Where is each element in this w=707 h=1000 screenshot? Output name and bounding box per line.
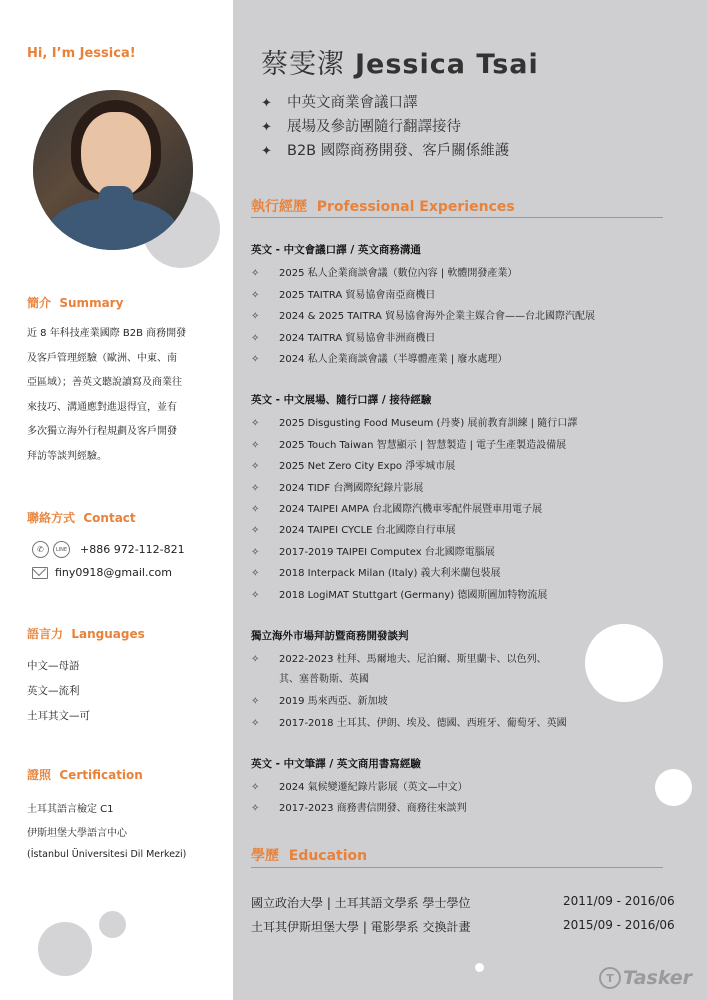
decor-circle bbox=[585, 624, 663, 702]
list-item: ✧ 2018 Interpack Milan (Italy) 義大利米蘭包裝展 bbox=[251, 568, 501, 579]
cert-item: 土耳其語言檢定 C1 bbox=[27, 804, 114, 815]
education-item: 土耳其伊斯坦堡大學 | 電影學系 交換計畫 bbox=[251, 920, 471, 934]
phone-icon: ✆ bbox=[32, 541, 49, 558]
summary-text: 近 8 年科技產業國際 B2B 商務開發 及客戶管理經驗（歐洲、中東、南 亞區域）；善英文聽說讀寫及商業往 來技巧、溝通應對進退得宜，並有 多次獨立海外行程規劃及客戶開發 拜訪等談判經驗。 bbox=[27, 328, 187, 462]
tagline: ✦ 展場及參訪團隨行翻譯接待 bbox=[261, 119, 461, 135]
certification-title: 證照 Certification bbox=[27, 768, 143, 782]
full-name bbox=[261, 42, 539, 81]
star-icon: ✦ bbox=[261, 144, 272, 159]
education-item: 國立政治大學 | 土耳其語文學系 學士學位 bbox=[251, 896, 471, 910]
list-item: ✧ 2024 TAIPEI AMPA 台北國際汽機車零配件展暨車用電子展 bbox=[251, 504, 543, 515]
education-title: 學歷 Education bbox=[251, 848, 368, 864]
contact-title: 聯絡方式 Contact bbox=[27, 511, 136, 525]
decor-circle bbox=[99, 911, 126, 938]
logo-text: Tasker bbox=[623, 967, 693, 989]
list-item: ✧ 2025 TAITRA 貿易協會南亞商機日 bbox=[251, 290, 436, 301]
language-item: 英文—流利 bbox=[27, 685, 80, 697]
experience-group-heading: 英文 - 中文會議口譯 / 英文商務溝通 bbox=[251, 244, 421, 256]
list-item: ✧ 2024 氣候變遷紀錄片影展（英文—中文） bbox=[251, 782, 468, 793]
list-item: ✧ 2024 TAIPEI CYCLE 台北國際自行車展 bbox=[251, 525, 456, 536]
experience-title: 執行經歷 Professional Experiences bbox=[251, 199, 515, 215]
list-item: ✧ 2024 私人企業商談會議（半導體產業 | 廢水處理） bbox=[251, 354, 508, 365]
list-item: ✧ 2025 Disgusting Food Museum (丹麥) 展前教育訓練 | 隨行口譯 bbox=[251, 418, 578, 429]
sidebar bbox=[0, 0, 233, 1000]
tasker-logo bbox=[599, 967, 692, 989]
list-item: ✧ 2024 TIDF 台灣國際紀錄片影展 bbox=[251, 483, 424, 494]
email-address[interactable]: finy0918@gmail.com bbox=[55, 566, 172, 579]
contact-phone-row bbox=[32, 541, 185, 558]
star-icon: ✦ bbox=[261, 120, 272, 135]
name-en: Jessica Tsai bbox=[355, 49, 539, 80]
name-zh: 蔡雯潔 bbox=[261, 49, 345, 80]
tagline: ✦ 中英文商業會議口譯 bbox=[261, 95, 418, 111]
experience-group-heading: 英文 - 中文展場、隨行口譯 / 接待經驗 bbox=[251, 394, 432, 406]
phone-number[interactable]: +886 972-112-821 bbox=[80, 543, 185, 556]
contact-email-row bbox=[32, 566, 172, 579]
language-item: 土耳其文—可 bbox=[27, 710, 90, 722]
list-item: ✧ 2024 & 2025 TAITRA 貿易協會海外企業主媒合會——台北國際汽配展 bbox=[251, 311, 596, 322]
list-item: ✧ 2017-2023 商務書信開發、商務往來談判 bbox=[251, 803, 467, 814]
main-panel bbox=[233, 0, 707, 1000]
summary-title: 簡介 Summary bbox=[27, 296, 124, 310]
list-item: ✧ 2025 私人企業商談會議（數位內容 | 軟體開發產業） bbox=[251, 268, 518, 279]
mail-icon bbox=[32, 567, 48, 579]
languages-title: 語言力 Languages bbox=[27, 627, 145, 641]
list-item: ✧ 2018 LogiMAT Stuttgart (Germany) 德國斯圖加特物流展 bbox=[251, 590, 548, 601]
language-item: 中文—母語 bbox=[27, 660, 80, 672]
list-item: ✧ 2024 TAITRA 貿易協會非洲商機日 bbox=[251, 333, 436, 344]
experience-group-heading: 英文 - 中文筆譯 / 英文商用書寫經驗 bbox=[251, 758, 421, 770]
list-item: ✧ 2017-2018 土耳其、伊朗、埃及、德國、西班牙、葡萄牙、英國 bbox=[251, 718, 567, 729]
cert-item: 伊斯坦堡大學語言中心 bbox=[27, 828, 127, 839]
decor-circle bbox=[38, 922, 92, 976]
cert-item: (İstanbul Üniversitesi Dil Merkezi) bbox=[27, 849, 187, 860]
list-item: ✧ 2019 馬來西亞、新加坡 bbox=[251, 696, 388, 707]
profile-photo bbox=[33, 90, 193, 250]
line-icon: LINE bbox=[53, 541, 70, 558]
education-date: 2011/09 - 2016/06 bbox=[563, 894, 675, 908]
list-item: ✧ 2017-2019 TAIPEI Computex 台北國際電腦展 bbox=[251, 547, 495, 558]
logo-mark-icon: T bbox=[599, 967, 621, 989]
education-date: 2015/09 - 2016/06 bbox=[563, 918, 675, 932]
decor-circle bbox=[655, 769, 692, 806]
list-item: ✧ 2025 Touch Taiwan 智慧顯示 | 智慧製造 | 電子生產製造設備展 bbox=[251, 440, 567, 451]
star-icon: ✦ bbox=[261, 96, 272, 111]
greeting: Hi, I’m Jessica! bbox=[27, 46, 136, 61]
list-item: ✧ 2022-2023 杜拜、馬爾地夫、尼泊爾、斯里蘭卡、以色列、 bbox=[251, 654, 547, 665]
divider bbox=[251, 867, 663, 868]
tagline: ✦ B2B 國際商務開發、客戶關係維護 bbox=[261, 143, 510, 159]
divider bbox=[251, 217, 663, 218]
list-item: ✧ 2025 Net Zero City Expo 淨零城市展 bbox=[251, 461, 456, 472]
experience-group-heading: 獨立海外市場拜訪暨商務開發談判 bbox=[251, 630, 409, 642]
decor-circle bbox=[475, 963, 484, 972]
list-item-continuation: 其、塞普勒斯、英國 bbox=[279, 674, 369, 685]
